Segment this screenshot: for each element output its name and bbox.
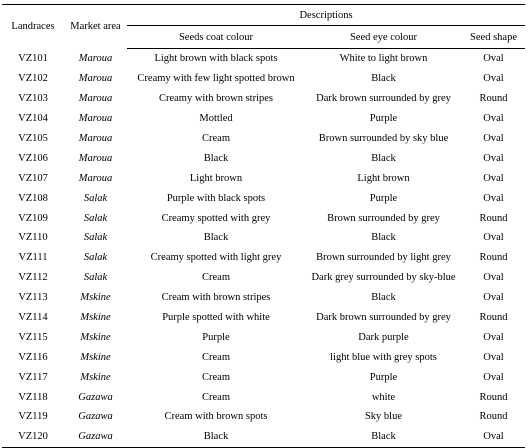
- cell-seed-shape: Round: [479, 411, 508, 423]
- cell-seed-eye-colour: Dark brown surrounded by grey: [316, 93, 451, 105]
- table-row: [2, 387, 525, 407]
- cell-seeds-coat-colour: Cream with brown spots: [164, 411, 268, 423]
- table-row: [2, 288, 525, 308]
- cell-seed-eye-colour: White to light brown: [339, 53, 428, 65]
- cell-seed-eye-colour: Black: [371, 232, 396, 244]
- cell-seed-shape: Oval: [483, 371, 504, 383]
- cell-landrace: VZ114: [18, 312, 48, 324]
- cell-landrace: VZ116: [18, 351, 48, 363]
- cell-seeds-coat-colour: Creamy spotted with grey: [161, 212, 271, 224]
- cell-seed-shape: Oval: [483, 172, 504, 184]
- cell-seeds-coat-colour: Purple with black spots: [166, 192, 266, 204]
- cell-seeds-coat-colour: Mottled: [199, 113, 233, 125]
- cell-seeds-coat-colour: Cream: [202, 351, 230, 363]
- cell-seed-shape: Oval: [483, 53, 504, 65]
- cell-seed-shape: Oval: [483, 192, 504, 204]
- cell-landrace: VZ104: [18, 113, 48, 125]
- cell-market-area: Gazawa: [78, 411, 113, 423]
- cell-seed-eye-colour: Purple: [369, 192, 398, 204]
- cell-seeds-coat-colour: Cream: [202, 272, 230, 284]
- cell-market-area: Gazawa: [64, 427, 127, 447]
- table-row: [2, 208, 525, 228]
- cell-seed-eye-colour: Sky blue: [364, 411, 403, 423]
- cell-seed-eye-colour: Light brown: [357, 172, 410, 184]
- table-row: [2, 427, 525, 447]
- cell-seed-shape: Round: [479, 93, 508, 105]
- cell-landrace: VZ112: [18, 272, 48, 284]
- table-row: [2, 327, 525, 347]
- cell-seeds-coat-colour: Cream with brown stripes: [161, 292, 271, 304]
- cell-market-area: Mskine: [80, 371, 111, 383]
- table-row: [2, 148, 525, 168]
- cell-landrace: VZ120: [2, 427, 64, 447]
- cell-seed-eye-colour: Dark brown surrounded by grey: [316, 312, 451, 324]
- cell-seeds-coat-colour: Creamy with few light spotted brown: [137, 73, 295, 85]
- cell-market-area: Maroua: [78, 133, 113, 144]
- cell-seed-shape: Oval: [462, 427, 525, 447]
- cell-seeds-coat-colour: Cream: [202, 371, 230, 383]
- cell-landrace: VZ106: [18, 152, 48, 164]
- cell-seed-shape: Oval: [483, 113, 504, 125]
- cell-market-area: Mskine: [80, 292, 111, 304]
- cell-seed-eye-colour: Brown surrounded by light grey: [316, 252, 451, 264]
- table-row: [2, 69, 525, 89]
- cell-seed-eye-colour: Dark grey surrounded by sky-blue: [311, 272, 456, 284]
- cell-market-area: Mskine: [80, 331, 111, 343]
- cell-market-area: Maroua: [78, 73, 113, 85]
- cell-seed-shape: Oval: [483, 232, 504, 244]
- cell-seed-eye-colour: Purple: [369, 113, 398, 125]
- cell-market-area: Salak: [83, 252, 108, 264]
- cell-seeds-coat-colour: Creamy with brown stripes: [158, 93, 274, 105]
- table-row: [2, 168, 525, 188]
- cell-seeds-coat-colour: Light brown with black spots: [154, 53, 278, 65]
- cell-seed-shape: Round: [479, 252, 508, 264]
- table-row: [2, 308, 525, 328]
- cell-seeds-coat-colour: Black: [203, 152, 229, 164]
- header-descriptions: Descriptions: [127, 5, 525, 26]
- cell-seed-shape: Oval: [483, 133, 504, 144]
- cell-landrace: VZ115: [18, 331, 48, 343]
- table-row: [2, 248, 525, 268]
- cell-landrace: VZ103: [18, 93, 48, 105]
- table-row: [2, 129, 525, 149]
- cell-seeds-coat-colour: Black: [203, 232, 229, 244]
- cell-seeds-coat-colour: Cream: [202, 391, 230, 403]
- header-landraces: Landraces: [2, 5, 64, 49]
- cell-landrace: VZ107: [18, 172, 48, 184]
- header-seed-shape: Seed shape: [462, 26, 525, 49]
- header-seeds-coat-colour: Seeds coat colour: [127, 26, 305, 49]
- cell-market-area: Gazawa: [78, 391, 113, 403]
- cell-seed-eye-colour: Brown surrounded by sky blue: [318, 133, 449, 144]
- header-seed-eye-colour: Seed eye colour: [305, 26, 462, 49]
- cell-landrace: VZ111: [18, 252, 48, 264]
- cell-seed-eye-colour: Black: [371, 152, 396, 164]
- cell-landrace: VZ110: [18, 232, 48, 244]
- cell-landrace: VZ109: [18, 212, 48, 224]
- cell-seed-eye-colour: Dark purple: [358, 331, 409, 343]
- cell-seeds-coat-colour: Light brown: [189, 172, 243, 184]
- cell-seed-shape: Oval: [483, 272, 504, 284]
- table-row: [2, 228, 525, 248]
- cell-landrace: VZ108: [18, 192, 48, 204]
- cell-seed-shape: Oval: [483, 152, 504, 164]
- cell-market-area: Mskine: [80, 351, 111, 363]
- cell-seed-eye-colour: white: [371, 391, 396, 403]
- cell-market-area: Salak: [83, 192, 108, 204]
- cell-landrace: VZ117: [18, 371, 48, 383]
- cell-seed-eye-colour: Black: [371, 292, 396, 304]
- cell-seeds-coat-colour: Purple: [202, 331, 230, 343]
- cell-landrace: VZ105: [18, 133, 48, 144]
- cell-landrace: VZ119: [18, 411, 48, 423]
- cell-landrace: VZ118: [18, 391, 48, 403]
- cell-seeds-coat-colour: Cream: [202, 133, 230, 144]
- header-market-area: Market area: [64, 5, 127, 49]
- cell-seed-eye-colour: light blue with grey spots: [330, 351, 437, 363]
- cell-seeds-coat-colour: Black: [127, 427, 305, 447]
- cell-seed-eye-colour: Black: [305, 427, 462, 447]
- table-row: [2, 407, 525, 427]
- cell-landrace: VZ101: [18, 53, 48, 65]
- table-row: [2, 89, 525, 109]
- cell-seed-eye-colour: Purple: [369, 371, 398, 383]
- cell-landrace: VZ113: [18, 292, 48, 304]
- cell-seed-shape: Round: [479, 312, 508, 324]
- table-row: [2, 367, 525, 387]
- cell-seed-shape: Oval: [483, 331, 504, 343]
- table-row: [2, 109, 525, 129]
- table-body: [2, 49, 525, 448]
- cell-market-area: Maroua: [78, 93, 113, 105]
- table-row: [2, 268, 525, 288]
- cell-seed-shape: Round: [479, 391, 508, 403]
- cell-market-area: Salak: [83, 232, 108, 244]
- cell-market-area: Maroua: [78, 113, 113, 125]
- cell-market-area: Maroua: [78, 53, 113, 65]
- cell-seed-eye-colour: Black: [371, 73, 396, 85]
- cell-seeds-coat-colour: Creamy spotted with light grey: [150, 252, 282, 264]
- table-row: [2, 49, 525, 69]
- cell-seed-shape: Oval: [483, 73, 504, 85]
- cell-market-area: Salak: [83, 272, 108, 284]
- cell-market-area: Salak: [83, 212, 108, 224]
- cell-seed-shape: Round: [479, 212, 508, 224]
- cell-seed-shape: Oval: [483, 351, 504, 363]
- cell-landrace: VZ102: [18, 73, 48, 85]
- cell-seed-shape: Oval: [483, 292, 504, 304]
- cell-market-area: Maroua: [78, 172, 113, 184]
- table-row: [2, 347, 525, 367]
- table-row: [2, 188, 525, 208]
- cell-seed-eye-colour: Brown surrounded by grey: [327, 212, 440, 224]
- cell-market-area: Maroua: [78, 152, 113, 164]
- landraces-table: [2, 4, 525, 448]
- cell-seeds-coat-colour: Purple spotted with white: [162, 312, 270, 324]
- cell-market-area: Mskine: [80, 312, 111, 324]
